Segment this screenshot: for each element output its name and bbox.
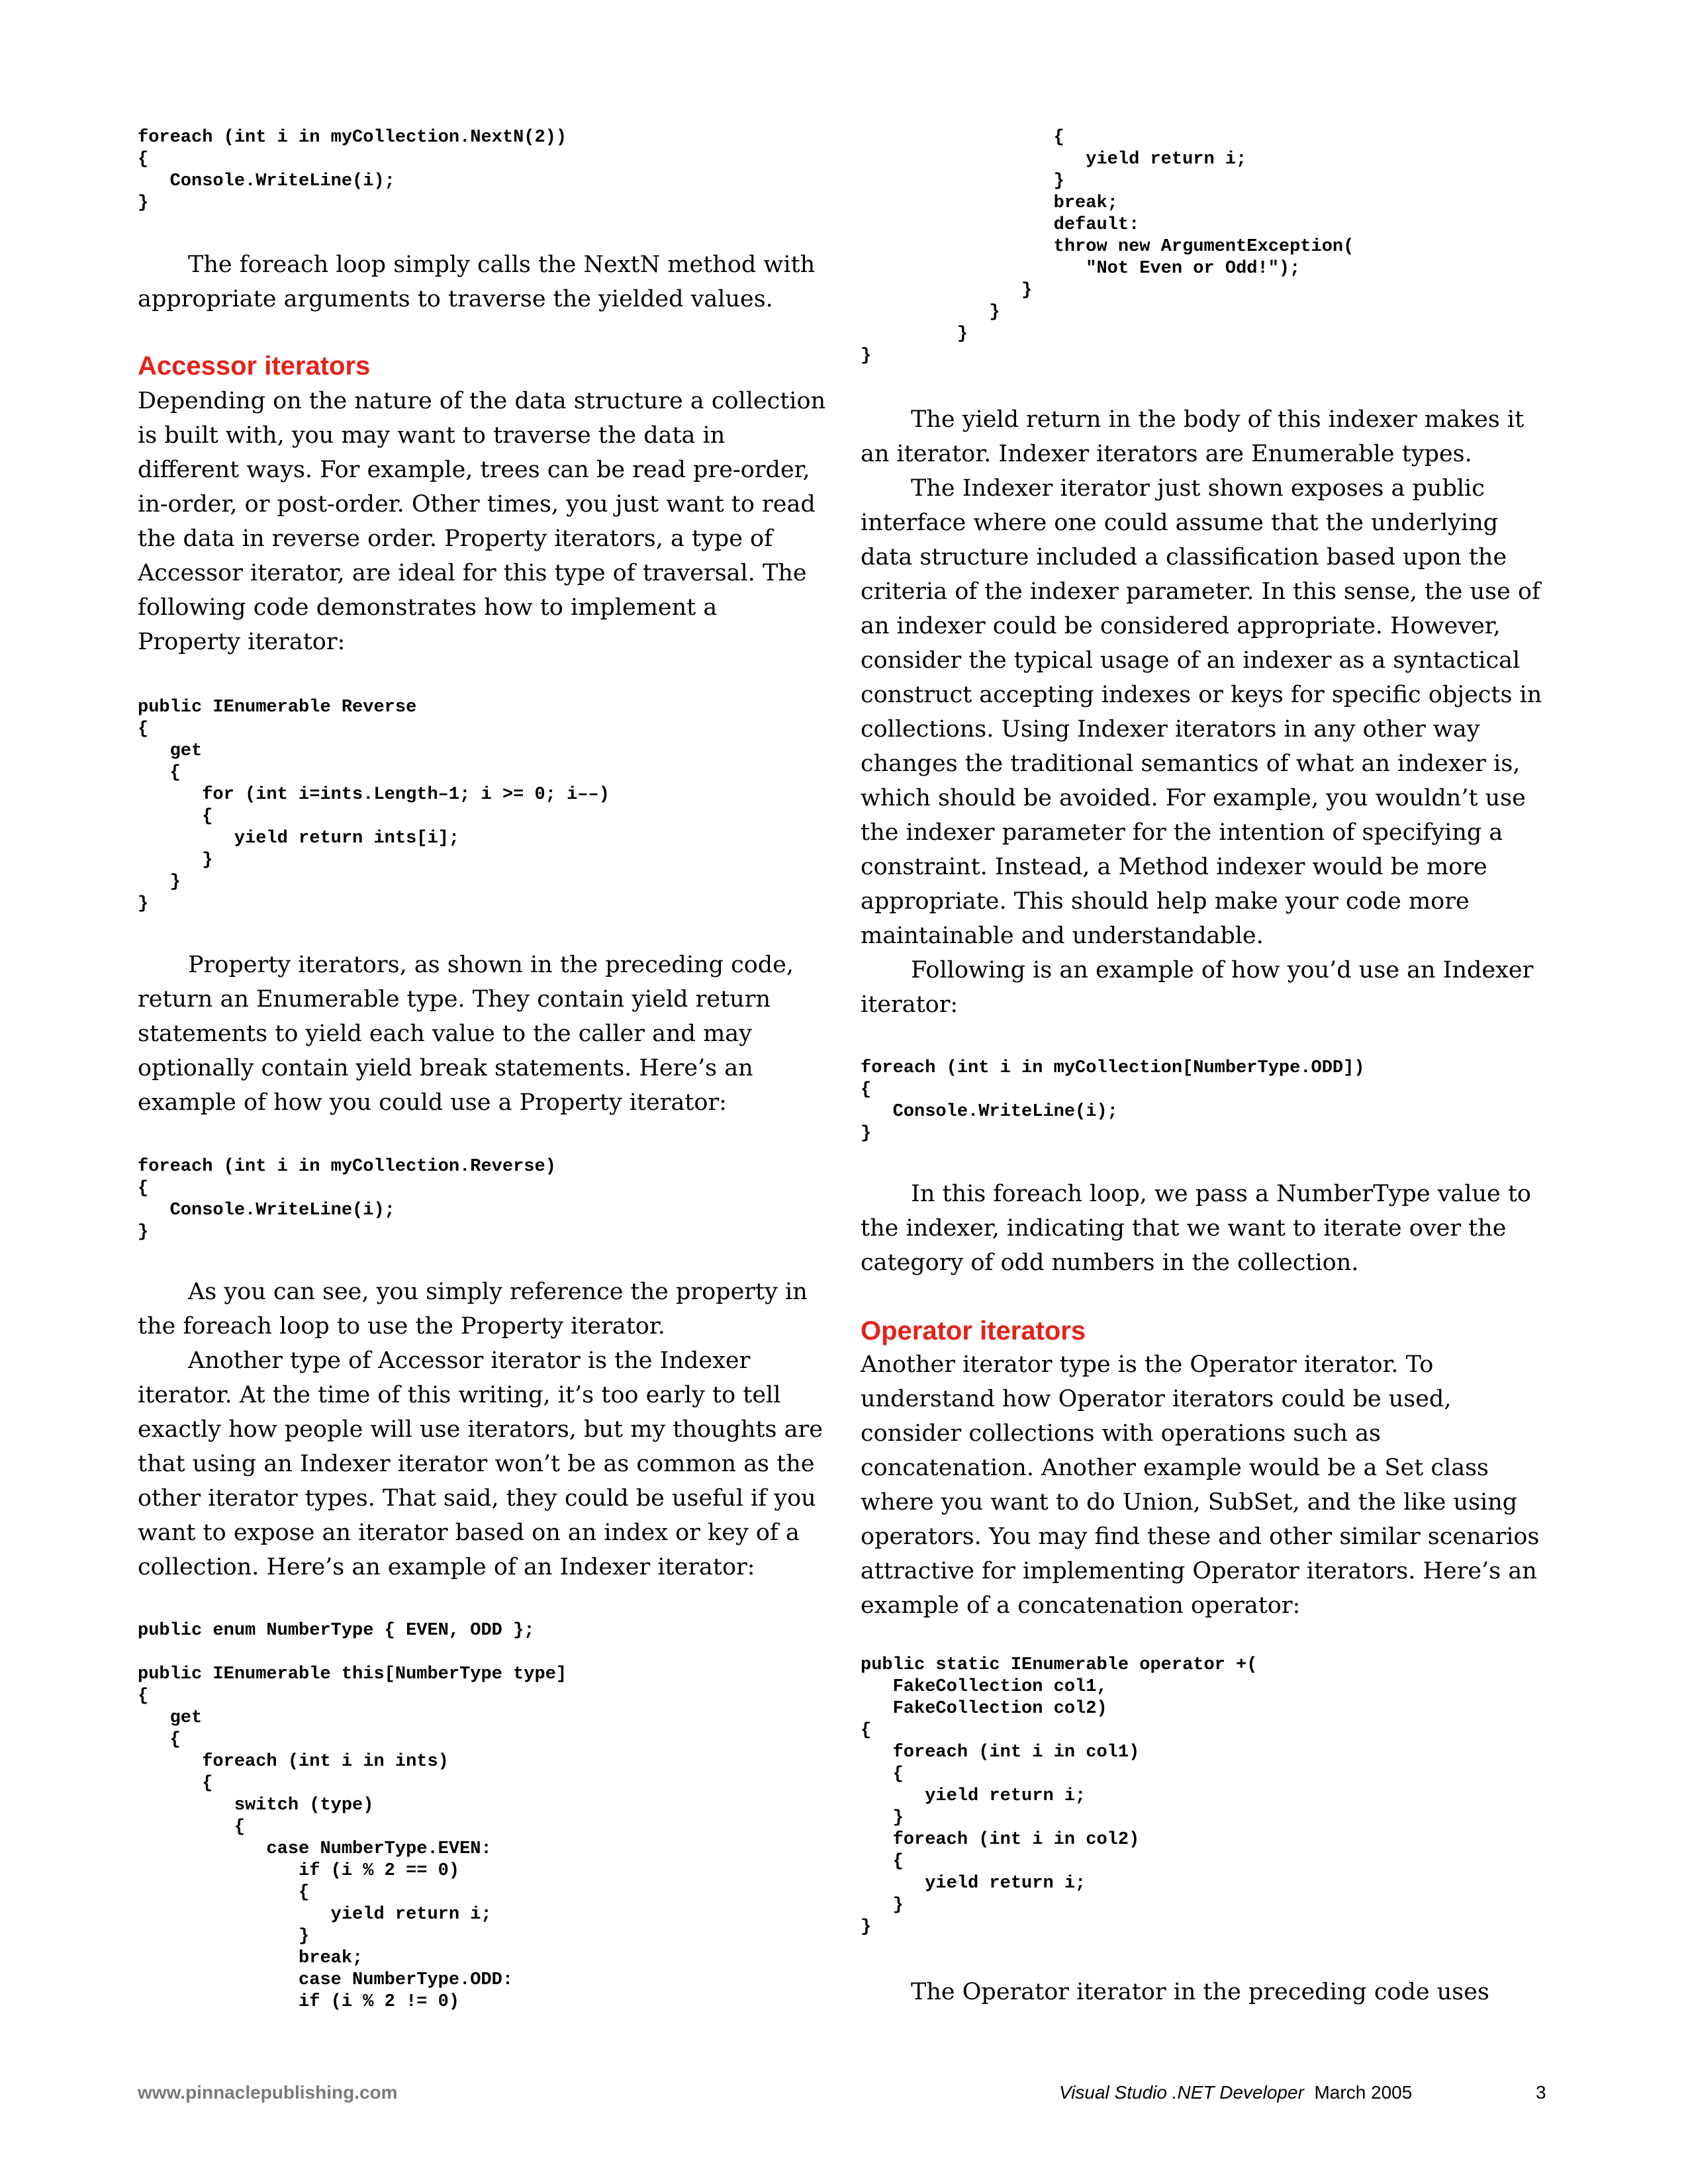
paragraph-operator-intro: Another iterator type is the Operator iterator. To understand how Operator iterators could be used, consider collections with operations such as concatenation. Another example would be a Set class where you want to do Union, SubSet, and the like using operators. You may find these and other similar scenarios attractive for implementing Operator iterators. Here’s an example of a concatenation operator: — [861, 1351, 1540, 1619]
paragraph-reference-property: As you can see, you simply reference the property in the foreach loop to use the Property iterator. — [138, 1279, 808, 1340]
heading-operator-iterators: Operator iterators — [861, 1316, 1086, 1345]
code-block-nextn-usage: foreach (int i in myCollection.NextN(2)) { Console.WriteLine(i); } — [138, 128, 567, 213]
paragraph-property-iterators: Property iterators, as shown in the preceding code, return an Enumerable type. They contain yield return statements to yield each value to the caller and may optionally contain yield break statements. Here’s an example of how you could use a Property iterator: — [138, 952, 794, 1116]
code-block-operator-plus: public static IEnumerable operator +( FakeCollection col1, FakeCollection col2) { foreach (int i in col1) { yield return i; } foreach (int i in col2) { yield return i; } } — [861, 1655, 1258, 1937]
paragraph-indexer-discussion: The Indexer iterator just shown exposes a public interface where one could assume that the underlying data structure included a classification based upon the criteria of the indexer parameter. In this sense, the use of an indexer could be considered appropriate. However, consider the typical usage of an indexer as a syntactical construct accepting indexes or keys for specific objects in collections. Using Indexer iterators in any other way changes the traditional semantics of what an indexer is, which should be avoided. For example, you wouldn’t use the indexer parameter for the intention of specifying a constraint. Instead, a Method indexer would be more appropriate. This should help make your code more maintainable and understandable. — [861, 475, 1542, 949]
code-block-indexer-continued: { yield return i; } break; default: throw new ArgumentException( "Not Even or Odd!"); } } } } — [861, 128, 1354, 366]
paragraph-accessor-intro: Depending on the nature of the data structure a collection is built with, you may want to traverse the data in different ways. For example, trees can be read pre-order, in-order, or post-order. Other times, you just want to read the data in reverse order. Property iterators, a type of Accessor iterator, are ideal for this type of traversal. The following code demonstrates how to implement a Property iterator: — [138, 388, 826, 655]
code-block-reverse-property: public IEnumerable Reverse { get { for (int i=ints.Length–1; i >= 0; i––) { yield return ints[i]; } } } — [138, 698, 610, 914]
code-block-reverse-usage: foreach (int i in myCollection.Reverse) { Console.WriteLine(i); } — [138, 1157, 556, 1242]
paragraph-yield-return-indexer: The yield return in the body of this indexer makes it an iterator. Indexer iterators are Enumerable types. — [861, 406, 1524, 467]
paragraph-indexer-intro: Another type of Accessor iterator is the Indexer iterator. At the time of this writing, it’s too early to tell exactly how people will use iterators, but my thoughts are that using an Indexer iterator won’t be as common as the other iterator types. That said, they could be useful if you want to expose an iterator based on an index or key of a collection. Here’s an example of an Indexer iterator: — [138, 1347, 823, 1580]
paragraph-operator-usage: The Operator iterator in the preceding code uses — [911, 1979, 1489, 2005]
footer-publication — [1059, 2081, 1412, 2104]
heading-accessor-iterators: Accessor iterators — [138, 351, 371, 381]
paragraph-indexer-usage-intro: Following is an example of how you’d use an Indexer iterator: — [861, 957, 1534, 1018]
footer-page-number: 3 — [1536, 2082, 1546, 2103]
code-block-indexer-usage: foreach (int i in myCollection[NumberType.ODD]) { Console.WriteLine(i); } — [861, 1058, 1365, 1144]
footer-website-url: www.pinnaclepublishing.com — [138, 2082, 398, 2103]
code-block-indexer: public enum NumberType { EVEN, ODD }; public IEnumerable this[NumberType type] { get { foreach (int i in ints) { switch (type) { case NumberType.EVEN: if (i % 2 == 0) { yield return i; } break; case NumberType.ODD: if (i % 2 != 0) — [138, 1621, 567, 2012]
footer-issue-date: March 2005 — [1314, 2082, 1413, 2103]
paragraph-numbertype-value: In this foreach loop, we pass a NumberType value to the indexer, indicating that we want to iterate over the category of odd numbers in the collection. — [861, 1181, 1532, 1276]
footer-magazine-title: Visual Studio .NET Developer — [1059, 2082, 1304, 2103]
paragraph-foreach-nextn: The foreach loop simply calls the NextN method with appropriate arguments to traverse the yielded values. — [138, 251, 816, 312]
